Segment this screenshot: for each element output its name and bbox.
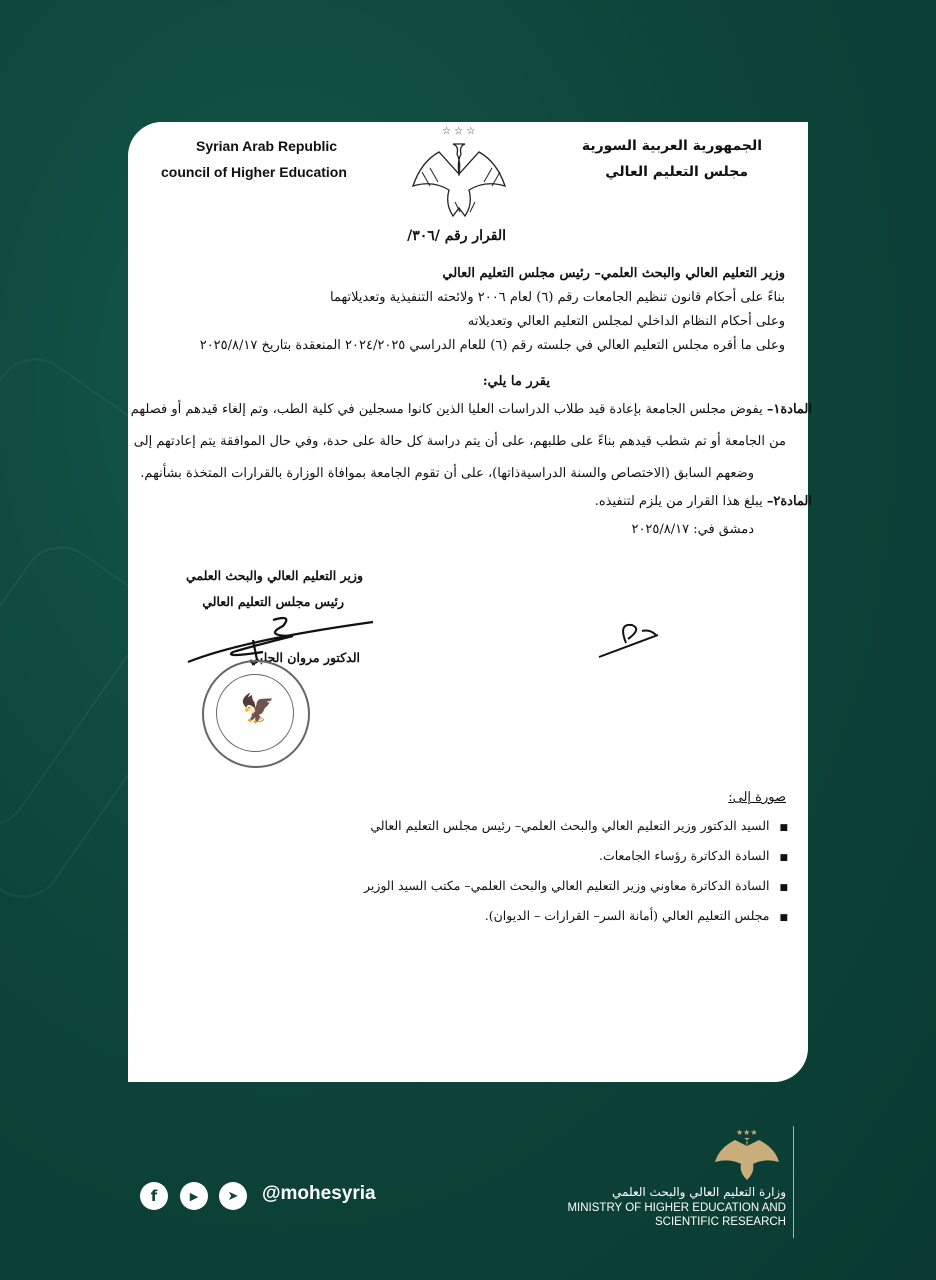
place-date: دمشق في: ٢٠٢٥/٨/١٧ [631, 522, 754, 537]
youtube-icon[interactable]: ▶ [180, 1182, 208, 1210]
signatory-name: الدكتور مروان الحلبي [249, 650, 360, 665]
preamble-line: وعلى ما أقره مجلس التعليم العالي في جلسته رقم (٦) للعام الدراسي ٢٠٢٤/٢٠٢٥ المنعقدة بتاريخ ٢٠٢٥/٨/١٧ [199, 338, 785, 353]
article2-text: يبلغ هذا القرار من يلزم لتنفيذه. [594, 494, 763, 509]
header-en-line2: council of Higher Education [161, 164, 347, 180]
svg-text:☆ ☆ ☆: ☆ ☆ ☆ [442, 126, 476, 137]
article1-line: من الجامعة أو تم شطب قيدهم بناءً على طلبهم، على أن يتم دراسة كل حالة على حدة، وفي حال الموافقة يتم إعادتهم إلى [133, 434, 786, 449]
issuer-title: وزير التعليم العالي والبحث العلمي– رئيس مجلس التعليم العالي [442, 266, 785, 281]
cc-item: ■ السادة الدكاترة رؤساء الجامعات. [364, 842, 788, 872]
article1-line: يفوض مجلس الجامعة بإعادة قيد طلاب الدراسات العليا الذين كانوا مسجلين في كلية الطب، وتم إلغاء قيدهم أو فصلهم [130, 402, 763, 417]
cc-title: صورة إلى: [728, 790, 786, 805]
header-en-line1: Syrian Arab Republic [196, 138, 338, 154]
ministry-eagle-logo [712, 1126, 788, 1180]
article1-line: وضعهم السابق (الاختصاص والسنة الدراسيةذاتها)، على أن تقوم الجامعة بموافاة الوزارة بالقرارات المتخذة بشأنهم. [140, 466, 754, 481]
social-handle[interactable]: @mohesyria [262, 1183, 376, 1204]
cc-item: ■ السادة الدكاترة معاوني وزير التعليم العالي والبحث العلمي– مكتب السيد الوزير [364, 872, 788, 902]
seal-eagle-icon: 🦅 [240, 692, 275, 725]
eagle-emblem-icon [410, 122, 520, 217]
ministry-name-en2: SCIENTIFIC RESEARCH [655, 1216, 786, 1228]
cc-list [364, 812, 788, 932]
preamble-line: وعلى أحكام النظام الداخلي لمجلس التعليم العالي وتعديلاته [467, 314, 785, 329]
decides-heading: يقرر ما يلي: [482, 374, 550, 389]
initials-mark [596, 617, 666, 662]
ministry-name-en1: MINISTRY OF HIGHER EDUCATION AND [567, 1202, 786, 1214]
preamble-line: بناءً على أحكام قانون تنظيم الجامعات رقم (٦) لعام ٢٠٠٦ ولائحته التنفيذية وتعديلاتهما [330, 290, 785, 305]
signature-title2: رئيس مجلس التعليم العالي [202, 594, 344, 609]
signature-title1: وزير التعليم العالي والبحث العلمي [185, 568, 363, 583]
cc-item: ■ السيد الدكتور وزير التعليم العالي والبحث العلمي– رئيس مجلس التعليم العالي [364, 812, 788, 842]
header-ar-line1: الجمهورية العربية السورية [581, 138, 762, 154]
svg-text:★★★: ★★★ [736, 1128, 758, 1137]
cc-item: ■ مجلس التعليم العالي (أمانة السر– القرارات – الديوان). [364, 902, 788, 932]
header-ar-line2: مجلس التعليم العالي [605, 164, 748, 180]
article2-label: المادة٢– [766, 494, 812, 509]
official-seal [202, 660, 310, 768]
article1-label: المادة١– [766, 402, 812, 417]
decision-number: القرار رقم /٣٠٦/ [407, 228, 506, 244]
telegram-icon[interactable]: ➤ [219, 1182, 247, 1210]
ministry-name-ar: وزارة التعليم العالي والبحث العلمي [612, 1185, 786, 1199]
facebook-icon[interactable]: f [140, 1182, 168, 1210]
footer-divider [793, 1126, 794, 1238]
decision-document [128, 122, 812, 1082]
